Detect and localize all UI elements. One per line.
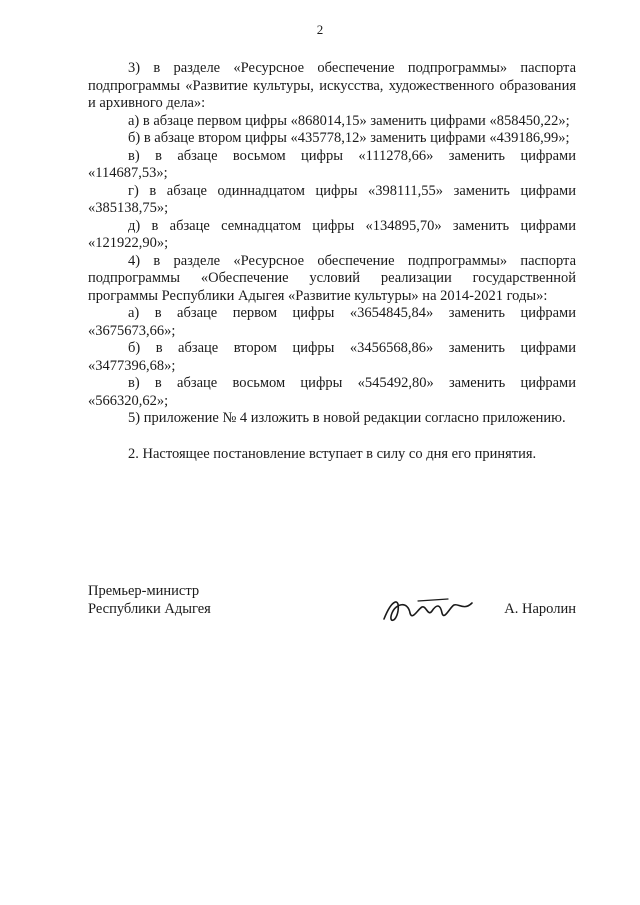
signatory-title-line1: Премьер-министр — [88, 583, 200, 599]
paragraph-subitem-v2: в) в абзаце восьмом цифры «545492,80» заменить цифрами «566320,62»; — [88, 375, 576, 409]
document-body — [88, 60, 576, 463]
paragraph-subitem-g: г) в абзаце одиннадцатом цифры «398111,55» заменить цифрами «385138,75»; — [88, 182, 576, 216]
paragraph-item-3: 3) в разделе «Ресурсное обеспечение подпрограммы» паспорта подпрограммы «Развитие культуры, искусства, художественного образования и архивного дела»: — [88, 60, 576, 111]
signatory-title-line2: Республики Адыгея — [88, 600, 211, 617]
paragraph-gap — [88, 428, 576, 446]
paragraph-item-5: 5) приложение № 4 изложить в новой редакции согласно приложению. — [128, 410, 566, 426]
page-number: 2 — [316, 22, 324, 37]
signatory-name: А. Наролин — [504, 601, 576, 617]
paragraph-clause-2: 2. Настоящее постановление вступает в силу со дня его принятия. — [128, 445, 537, 462]
paragraph-subitem-b: б) в абзаце втором цифры «435778,12» заменить цифрами «439186,99»; — [128, 130, 570, 146]
paragraph-subitem-b2: б) в абзаце втором цифры «3456568,86» заменить цифрами «3477396,68»; — [88, 340, 576, 374]
handwritten-signature — [378, 589, 478, 629]
paragraph-subitem-a2: а) в абзаце первом цифры «3654845,84» заменить цифрами «3675673,66»; — [88, 305, 576, 339]
signatory-title — [88, 583, 211, 618]
paragraph-item-4: 4) в разделе «Ресурсное обеспечение подпрограммы» паспорта подпрограммы «Обеспечение условий реализации государственной программы Республики Адыгея «Развитие культуры» на 2014-2021 годы»: — [88, 252, 576, 304]
paragraph-subitem-v: в) в абзаце восьмом цифры «111278,66» заменить цифрами «114687,53»; — [88, 147, 576, 181]
paragraph-subitem-a: а) в абзаце первом цифры «868014,15» заменить цифрами «858450,22»; — [128, 112, 570, 129]
paragraph-subitem-d: д) в абзаце семнадцатом цифры «134895,70» заменить цифрами «121922,90»; — [88, 217, 576, 251]
